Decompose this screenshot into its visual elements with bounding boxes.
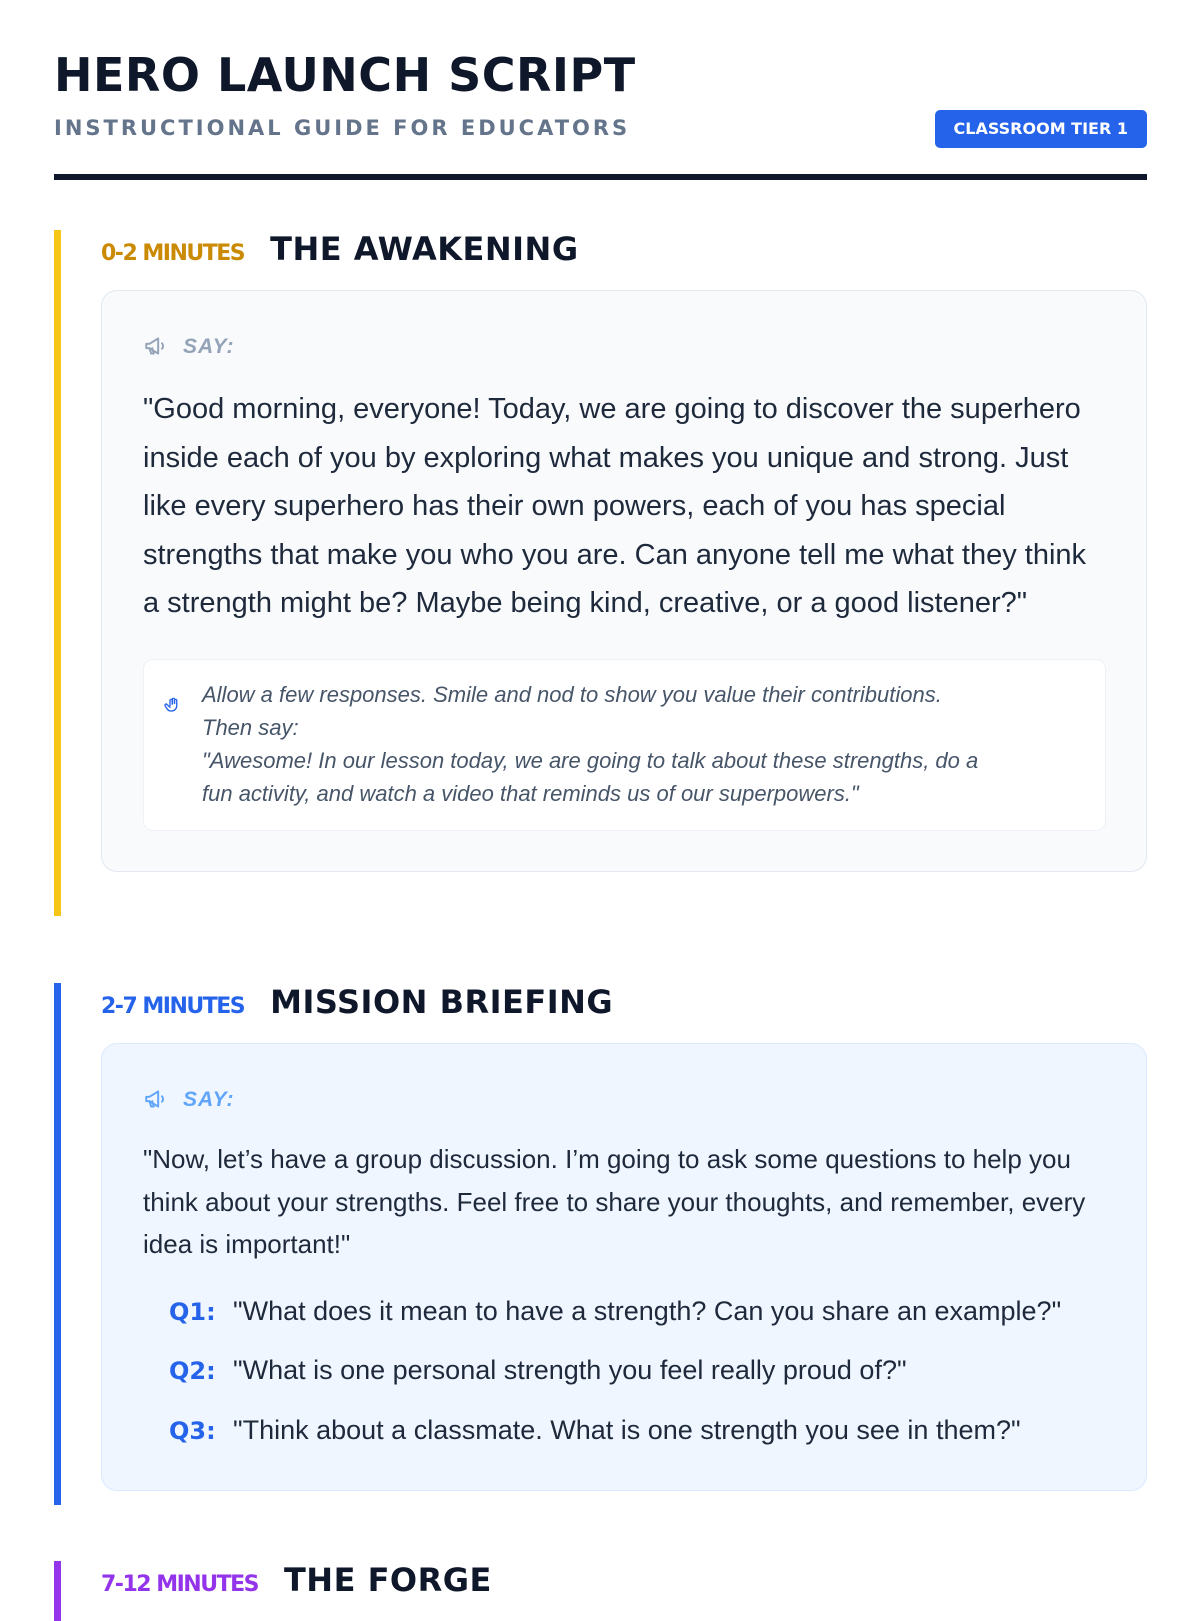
section-title: THE FORGE [283, 1561, 492, 1599]
script-text: "Now, let’s have a group discussion. I’m going to ask some questions to help you think about your strengths. Feel free to share your thoughts, and remember, every idea is important!" [143, 1144, 1086, 1259]
note-line: Then say: [202, 714, 299, 740]
section-time: 2-7 MINUTES [101, 994, 245, 1019]
note-line: Allow a few responses. Smile and nod to show you value their contributions. [202, 681, 942, 707]
question-text: "Think about a classmate. What is one strength you see in them?" [233, 1414, 1021, 1445]
section-mission-briefing [54, 983, 1147, 1505]
lesson-script-page [54, 0, 1147, 1599]
question-text: "What is one personal strength you feel really proud of?" [233, 1355, 907, 1385]
say-row [143, 331, 1106, 361]
script-card [101, 1043, 1147, 1491]
script-text: "Good morning, everyone! Today, we are going to discover the superhero inside each of you by exploring what makes you unique and strong. Just like every superhero has their own powers, each of you has special strengths that make you who you are. Can anyone tell me what they think a strength might be? Maybe being kind, creative, or a good listener?" [143, 393, 1087, 619]
section-header [101, 983, 1147, 1043]
section-header [101, 230, 1147, 290]
question-list [143, 1282, 1106, 1461]
question-label: Q3: [169, 1416, 216, 1445]
section-title: MISSION BRIEFING [270, 983, 614, 1021]
say-row [143, 1084, 1106, 1114]
page-subtitle: INSTRUCTIONAL GUIDE FOR EDUCATORS [54, 116, 631, 140]
header-divider [54, 174, 1147, 180]
question-label: Q1: [169, 1297, 216, 1326]
section-time: 0-2 MINUTES [101, 241, 245, 266]
say-label: SAY: [183, 334, 235, 358]
section-time: 7-12 MINUTES [101, 1572, 258, 1597]
script-card [101, 290, 1147, 872]
question-item [143, 1282, 1106, 1342]
question-text: "What does it mean to have a strength? Can you share an example?" [233, 1295, 1062, 1326]
megaphone-icon [143, 333, 169, 359]
note-line: fun activity, and watch a video that reminds us of our superpowers." [202, 780, 859, 806]
question-item [143, 1401, 1106, 1461]
document-header [54, 0, 1147, 182]
section-header [101, 1561, 1147, 1621]
section-the-awakening [54, 230, 1147, 916]
hand-icon [164, 696, 182, 714]
question-item [143, 1341, 1106, 1401]
teacher-note [143, 659, 1106, 831]
note-line: "Awesome! In our lesson today, we are going to talk about these strengths, do a [202, 747, 979, 773]
question-label: Q2: [169, 1357, 216, 1385]
page-title: HERO LAUNCH SCRIPT [54, 48, 636, 102]
megaphone-icon [143, 1086, 169, 1112]
say-label: SAY: [183, 1087, 235, 1111]
section-title: THE AWAKENING [270, 230, 579, 268]
tier-badge: CLASSROOM TIER 1 [935, 110, 1147, 148]
section-the-forge [54, 1561, 1147, 1621]
